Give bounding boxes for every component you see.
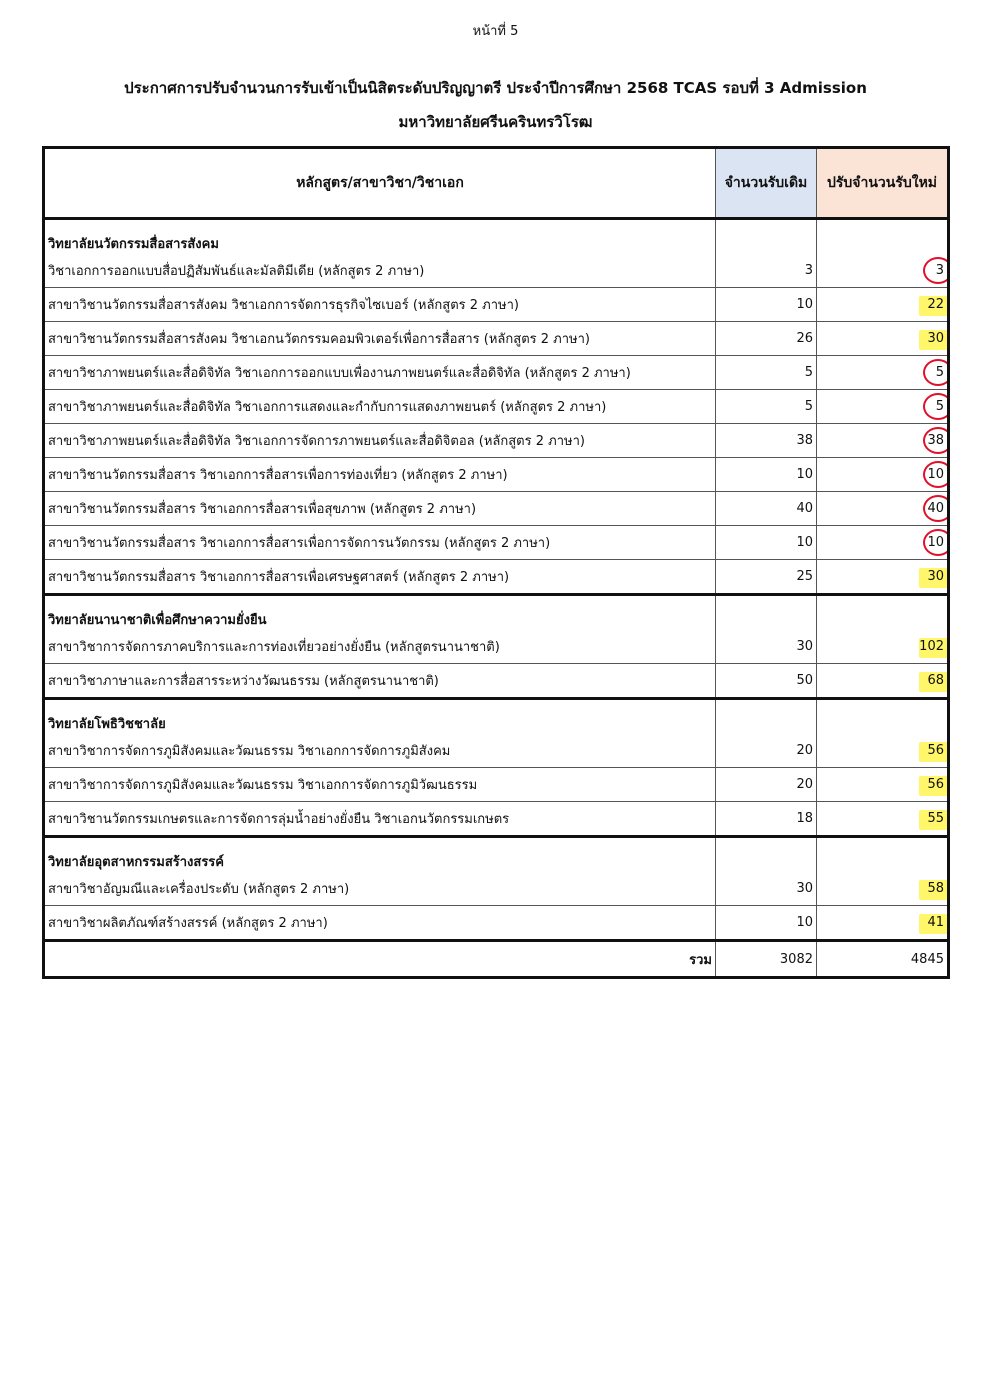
- new-quota-cell: [817, 630, 949, 664]
- new-quota-value: 3: [935, 263, 944, 278]
- program-name: สาขาวิชานวัตกรรมสื่อสาร วิชาเอกการสื่อสารเพื่อการท่องเที่ยว (หลักสูตร 2 ภาษา): [44, 458, 716, 492]
- new-quota-value: 10: [927, 467, 944, 482]
- spacer-cell: [716, 595, 817, 631]
- spacer-cell: [716, 837, 817, 873]
- spacer-cell: [716, 219, 817, 255]
- program-name: สาขาวิชานวัตกรรมสื่อสาร วิชาเอกการสื่อสารเพื่อการจัดการนวัตกรรม (หลักสูตร 2 ภาษา): [44, 526, 716, 560]
- new-quota-value: 56: [927, 743, 944, 758]
- new-quota-cell: [817, 802, 949, 837]
- table-row: [44, 906, 949, 941]
- new-quota-value: 38: [927, 433, 944, 448]
- group-name: วิทยาลัยโพธิวิชชาลัย: [44, 699, 716, 735]
- circle-mark: [923, 461, 949, 488]
- new-quota-cell: [817, 768, 949, 802]
- table-row: [44, 630, 949, 664]
- new-quota-value: 5: [935, 365, 944, 380]
- table-row: [44, 288, 949, 322]
- new-quota-value: 68: [927, 673, 944, 688]
- circle-mark: [923, 393, 949, 420]
- original-quota: 26: [716, 322, 817, 356]
- table-body: [44, 219, 949, 978]
- program-name: สาขาวิชาภาษาและการสื่อสารระหว่างวัฒนธรรม (หลักสูตรนานาชาติ): [44, 664, 716, 699]
- group-header-row: [44, 219, 949, 255]
- original-quota: 20: [716, 734, 817, 768]
- table-row: [44, 424, 949, 458]
- total-new: 4845: [817, 941, 949, 978]
- table-row: [44, 458, 949, 492]
- new-quota-cell: [817, 254, 949, 288]
- spacer-cell: [716, 699, 817, 735]
- table-row: [44, 526, 949, 560]
- group-name: วิทยาลัยนวัตกรรมสื่อสารสังคม: [44, 219, 716, 255]
- new-quota-cell: [817, 322, 949, 356]
- new-quota-cell: [817, 664, 949, 699]
- spacer-cell: [817, 699, 949, 735]
- table-row: [44, 664, 949, 699]
- original-quota: 5: [716, 356, 817, 390]
- new-quota-value: 5: [935, 399, 944, 414]
- circle-mark: [923, 529, 949, 556]
- spacer-cell: [817, 837, 949, 873]
- circle-mark: [923, 495, 949, 522]
- page-number: หน้าที่ 5: [472, 24, 519, 39]
- new-quota-value: 58: [927, 881, 944, 896]
- program-name: สาขาวิชาการจัดการภูมิสังคมและวัฒนธรรม วิชาเอกการจัดการภูมิวัฒนธรรม: [44, 768, 716, 802]
- university-name: มหาวิทยาลัยศรีนครินทรวิโรฒ: [398, 113, 593, 131]
- new-quota-value: 40: [927, 501, 944, 516]
- new-quota-value: 56: [927, 777, 944, 792]
- original-quota: 3: [716, 254, 817, 288]
- program-name: สาขาวิชาการจัดการภาคบริการและการท่องเที่ยวอย่างยั่งยืน (หลักสูตรนานาชาติ): [44, 630, 716, 664]
- original-quota: 18: [716, 802, 817, 837]
- total-row: [44, 941, 949, 978]
- circle-mark: [923, 427, 949, 454]
- table-row: [44, 390, 949, 424]
- document-title: ประกาศการปรับจำนวนการรับเข้าเป็นนิสิตระดับปริญญาตรี ประจำปีการศึกษา 2568 TCAS รอบที่ 3 Admission: [124, 79, 867, 97]
- new-quota-cell: [817, 526, 949, 560]
- original-quota: 5: [716, 390, 817, 424]
- program-name: สาขาวิชานวัตกรรมสื่อสาร วิชาเอกการสื่อสารเพื่อสุขภาพ (หลักสูตร 2 ภาษา): [44, 492, 716, 526]
- total-original: 3082: [716, 941, 817, 978]
- new-quota-cell: [817, 734, 949, 768]
- table-header-row: [44, 148, 949, 219]
- spacer-cell: [817, 595, 949, 631]
- program-name: สาขาวิชาภาพยนตร์และสื่อดิจิทัล วิชาเอกการออกแบบเพื่องานภาพยนตร์และสื่อดิจิทัล (หลักสูตร 2 ภาษา): [44, 356, 716, 390]
- program-name: สาขาวิชาการจัดการภูมิสังคมและวัฒนธรรม วิชาเอกการจัดการภูมิสังคม: [44, 734, 716, 768]
- new-quota-cell: [817, 906, 949, 941]
- table-row: [44, 872, 949, 906]
- original-quota: 30: [716, 872, 817, 906]
- original-quota: 40: [716, 492, 817, 526]
- group-name: วิทยาลัยนานาชาติเพื่อศึกษาความยั่งยืน: [44, 595, 716, 631]
- original-quota: 25: [716, 560, 817, 595]
- total-label: รวม: [44, 941, 716, 978]
- new-quota-value: 102: [919, 639, 944, 654]
- group-name: วิทยาลัยอุตสาหกรรมสร้างสรรค์: [44, 837, 716, 873]
- admission-table: [42, 146, 950, 979]
- table-row: [44, 356, 949, 390]
- program-name: สาขาวิชาภาพยนตร์และสื่อดิจิทัล วิชาเอกการจัดการภาพยนตร์และสื่อดิจิตอล (หลักสูตร 2 ภาษา): [44, 424, 716, 458]
- new-quota-cell: [817, 560, 949, 595]
- new-quota-cell: [817, 492, 949, 526]
- program-name: สาขาวิชานวัตกรรมสื่อสาร วิชาเอกการสื่อสารเพื่อเศรษฐศาสตร์ (หลักสูตร 2 ภาษา): [44, 560, 716, 595]
- new-quota-value: 30: [927, 569, 944, 584]
- original-quota: 10: [716, 906, 817, 941]
- original-quota: 50: [716, 664, 817, 699]
- table-row: [44, 254, 949, 288]
- new-quota-value: 41: [927, 915, 944, 930]
- new-quota-value: 30: [927, 331, 944, 346]
- table-row: [44, 802, 949, 837]
- original-quota: 10: [716, 288, 817, 322]
- program-name: สาขาวิชานวัตกรรมสื่อสารสังคม วิชาเอกการจัดการธุรกิจไซเบอร์ (หลักสูตร 2 ภาษา): [44, 288, 716, 322]
- original-quota: 38: [716, 424, 817, 458]
- new-quota-value: 10: [927, 535, 944, 550]
- new-quota-value: 55: [927, 811, 944, 826]
- circle-mark: [923, 359, 949, 386]
- group-header-row: [44, 837, 949, 873]
- program-name: สาขาวิชาอัญมณีและเครื่องประดับ (หลักสูตร 2 ภาษา): [44, 872, 716, 906]
- circle-mark: [923, 257, 949, 284]
- spacer-cell: [817, 219, 949, 255]
- header-new-quota: ปรับจำนวนรับใหม่: [817, 148, 949, 219]
- program-name: สาขาวิชานวัตกรรมสื่อสารสังคม วิชาเอกนวัตกรรมคอมพิวเตอร์เพื่อการสื่อสาร (หลักสูตร 2 ภาษา): [44, 322, 716, 356]
- program-name: สาขาวิชาผลิตภัณฑ์สร้างสรรค์ (หลักสูตร 2 ภาษา): [44, 906, 716, 941]
- original-quota: 30: [716, 630, 817, 664]
- new-quota-cell: [817, 390, 949, 424]
- table-row: [44, 492, 949, 526]
- table-row: [44, 560, 949, 595]
- new-quota-cell: [817, 458, 949, 492]
- new-quota-value: 22: [927, 297, 944, 312]
- original-quota: 10: [716, 458, 817, 492]
- original-quota: 20: [716, 768, 817, 802]
- program-name: สาขาวิชาภาพยนตร์และสื่อดิจิทัล วิชาเอกการแสดงและกำกับการแสดงภาพยนตร์ (หลักสูตร 2 ภาษา): [44, 390, 716, 424]
- new-quota-cell: [817, 288, 949, 322]
- program-name: สาขาวิชานวัตกรรมเกษตรและการจัดการลุ่มน้ำอย่างยั่งยืน วิชาเอกนวัตกรรมเกษตร: [44, 802, 716, 837]
- new-quota-cell: [817, 356, 949, 390]
- header-program: หลักสูตร/สาขาวิชา/วิชาเอก: [44, 148, 716, 219]
- group-header-row: [44, 595, 949, 631]
- table-row: [44, 768, 949, 802]
- original-quota: 10: [716, 526, 817, 560]
- program-name: วิชาเอกการออกแบบสื่อปฏิสัมพันธ์และมัลติมีเดีย (หลักสูตร 2 ภาษา): [44, 254, 716, 288]
- header-original-quota: จำนวนรับเดิม: [716, 148, 817, 219]
- new-quota-cell: [817, 424, 949, 458]
- new-quota-cell: [817, 872, 949, 906]
- table-row: [44, 322, 949, 356]
- table-row: [44, 734, 949, 768]
- group-header-row: [44, 699, 949, 735]
